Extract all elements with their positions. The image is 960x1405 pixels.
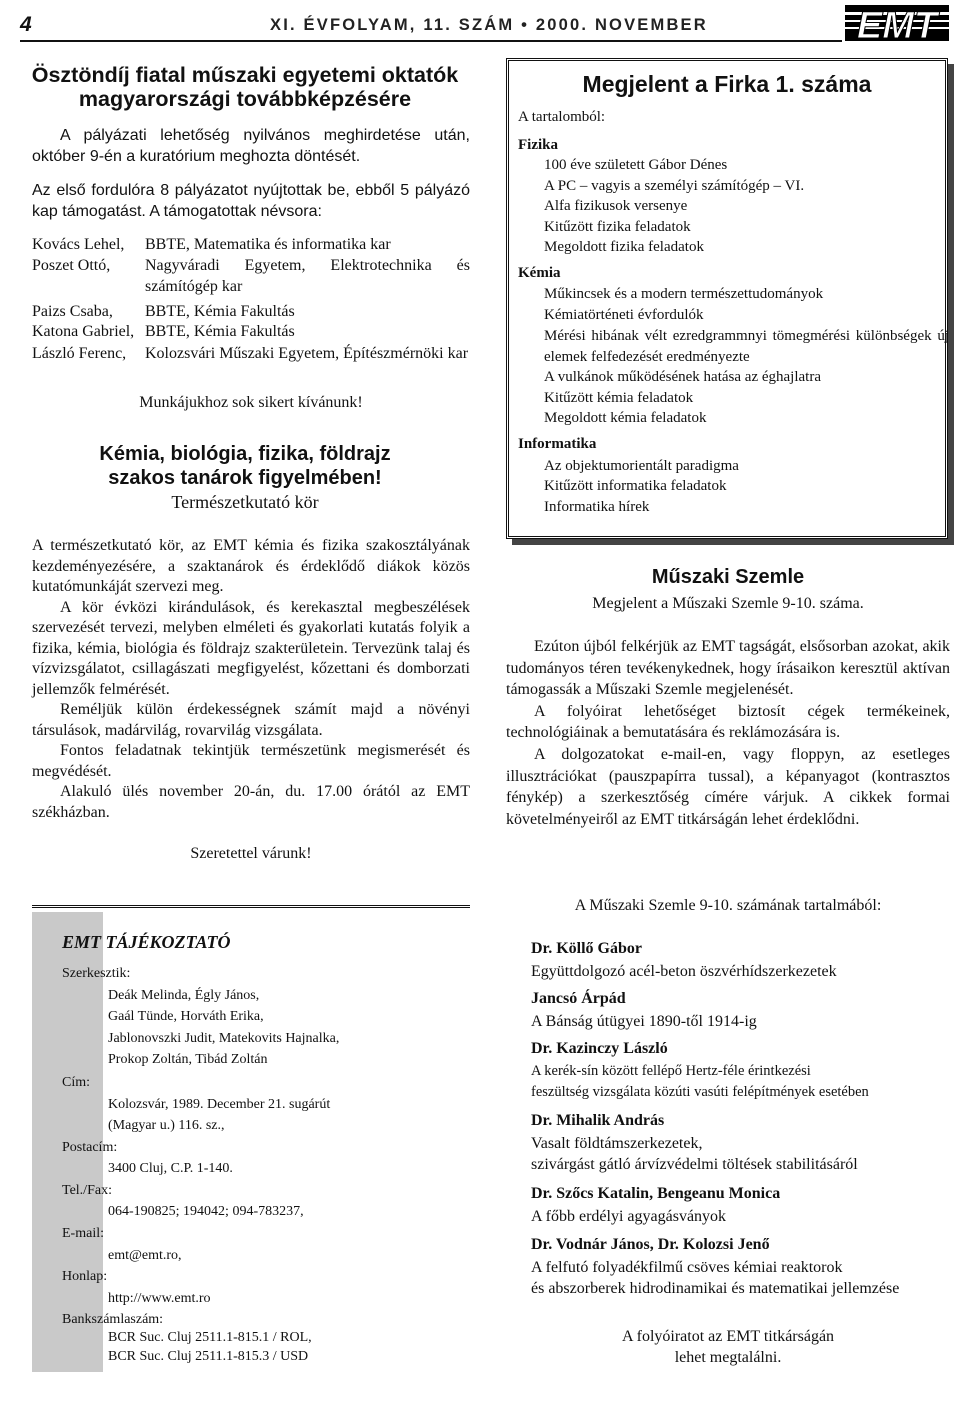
scholarship-paragraph: Az első fordulóra 8 pályázatot nyújtottak be, ebből 5 pályázó kap támogatást. A támogatottak névsora: <box>32 182 470 220</box>
scholarship-closing: Munkájukhoz sok sikert kívánunk! <box>139 394 363 411</box>
firka-intro: A tartalomból: <box>518 109 606 125</box>
firka-item: Megoldott kémia feladatok <box>544 410 707 426</box>
scholarship-title-line2: magyarországi továbbképzésére <box>78 87 412 111</box>
imprint-editor-line: Prokop Zoltán, Tibád Zoltán <box>108 1052 268 1067</box>
imprint-title: EMT TÁJÉKOZTATÓ <box>62 932 231 952</box>
toc-title: feszültség vizsgálata közúti vasúti felépítmények esetében <box>531 1084 869 1100</box>
firka-item <box>544 326 949 367</box>
imprint-postal: 3400 Cluj, C.P. 1-140. <box>108 1161 233 1176</box>
firka-item: Műkincsek és a modern természettudományok <box>544 286 824 302</box>
nature-circle-paragraph: Alakuló ülés november 20-án, du. 17.00 órától az EMT székházban. <box>32 783 470 821</box>
nature-circle-title <box>22 442 468 490</box>
nature-circle-title-line2: szakos tanárok figyelmében! <box>108 467 382 489</box>
toc-title: A Bánság útügyei 1890-től 1914-ig <box>531 1013 757 1030</box>
firka-item: A PC – vagyis a személyi számítógép – VI. <box>544 178 805 194</box>
muszaki-szemle-paragraph: Ezúton újból felkérjük az EMT tagságát, elsősorban azokat, akik tudományos téren tevékenykednek, hogy írásaikon keresztül aktívan támogassák a Műszaki Szemle megjelenését. <box>506 638 950 699</box>
imprint-email-label: E-mail: <box>62 1226 104 1241</box>
nature-circle-paragraph: Fontos feladatnak tekintjük természetünk megismerését és megvédését. <box>32 742 470 780</box>
toc-title: Vasalt földtámszerkezetek, <box>531 1135 703 1152</box>
recipient-institution: BBTE, Kémia Fakultás <box>145 323 295 340</box>
toc-title: A felfutó folyadékfilmű csöves kémiai reaktorok <box>531 1259 843 1276</box>
firka-title: Megjelent a Firka 1. száma <box>582 71 872 97</box>
recipient-name: Katona Gabriel, <box>32 323 135 340</box>
firka-item: Az objektumorientált paradigma <box>544 458 739 474</box>
firka-item: Informatika hírek <box>544 499 650 515</box>
toc-title: Együttdolgozó acél-beton öszvérhídszerkezetek <box>531 963 837 980</box>
imprint-postal-label: Postacím: <box>62 1140 118 1155</box>
muszaki-szemle-body <box>506 636 950 830</box>
firka-section-chemistry: Kémia <box>518 265 561 281</box>
imprint-bank-line: BCR Suc. Cluj 2511.1-815.3 / USD <box>108 1349 309 1364</box>
imprint-rule <box>32 905 470 908</box>
imprint-editors-label: Szerkesztik: <box>62 966 131 981</box>
imprint-editor-line: Jablonovszki Judit, Matekovits Hajnalka, <box>108 1031 340 1046</box>
imprint-phone-label: Tel./Fax: <box>62 1183 112 1198</box>
toc-authors: Dr. Szőcs Katalin, Bengeanu Monica <box>531 1185 781 1202</box>
imprint-editor-line: Gaál Tünde, Horváth Erika, <box>108 1009 264 1024</box>
recipient-name: Paizs Csaba, <box>32 303 113 320</box>
toc-authors: Dr. Vodnár János, Dr. Kolozsi Jenő <box>531 1236 770 1253</box>
firka-item: Kitűzött informatika feladatok <box>544 478 727 494</box>
scholarship-paragraph: A pályázati lehetőség nyilvános meghirdetése után, október 9-én a kuratórium meghozta döntését. <box>32 127 470 165</box>
recipient-institution: BBTE, Matematika és informatika kar <box>145 236 391 253</box>
nature-circle-paragraph: Reméljük külön érdekességnek számít majd a növényi társulások, madárvilág, rovarvilág vizsgálata. <box>32 701 470 739</box>
recipient-institution: Nagyváradi Egyetem, Elektrotechnika és számítógép kar <box>145 257 470 295</box>
firka-item: Kitűzött fizika feladatok <box>544 219 691 235</box>
imprint-address-label: Cím: <box>62 1075 91 1090</box>
toc-authors: Jancsó Árpád <box>531 990 626 1007</box>
imprint-address-line: (Magyar u.) 116. sz., <box>108 1118 225 1133</box>
firka-item: Alfa fizikusok versenye <box>544 198 688 214</box>
page-number: 4 <box>20 13 32 36</box>
recipient-name: László Ferenc, <box>32 345 127 362</box>
footer-line: A folyóiratot az EMT titkárságán <box>621 1328 835 1345</box>
firka-item: Kémiatörténeti évfordulók <box>544 307 704 323</box>
muszaki-szemle-title: Műszaki Szemle <box>651 566 805 588</box>
scholarship-title-line1: Ösztöndíj fiatal műszaki egyetemi oktatók <box>31 63 459 87</box>
imprint-editor-line: Deák Melinda, Égly János, <box>108 988 260 1003</box>
toc-authors: Dr. Köllő Gábor <box>531 940 642 957</box>
nature-circle-body <box>32 536 470 823</box>
nature-circle-paragraph: A természetkutató kör, az EMT kémia és fizika szakosztályának kezdeményezésére, a szaktanárok és érdeklődő diákok közös kutatómunkáját szervezi meg. <box>32 537 470 595</box>
firka-item: 100 éve született Gábor Dénes <box>544 157 728 173</box>
recipient-name: Kovács Lehel, <box>32 236 125 253</box>
toc-title: A kerék-sín között fellépő Hertz-féle érintkezési <box>531 1063 811 1079</box>
firka-item: Megoldott fizika feladatok <box>544 239 704 255</box>
header-rule <box>20 40 842 42</box>
firka-item: Kitűzött kémia feladatok <box>544 390 694 406</box>
toc-authors: Dr. Mihalik András <box>531 1112 665 1129</box>
toc-title: és abszorberek hidrodinamikai és matematikai jellemzése <box>531 1280 900 1297</box>
muszaki-szemle-footer <box>506 1326 950 1368</box>
imprint-bank-line: BCR Suc. Cluj 2511.1-815.1 / ROL, <box>108 1330 312 1345</box>
firka-section-physics: Fizika <box>518 137 558 153</box>
toc-title: szivárgást gátló árvízvédelmi töltések stabilitásáról <box>531 1156 858 1173</box>
imprint-web-link[interactable]: http://www.emt.ro <box>108 1291 211 1306</box>
nature-circle-signoff: Szeretettel várunk! <box>190 845 312 862</box>
recipient-institution: BBTE, Kémia Fakultás <box>145 303 295 320</box>
logo-text: EMT <box>856 5 938 43</box>
scholarship-title <box>22 63 468 111</box>
toc-title: A főbb erdélyi agyagásványok <box>531 1208 727 1225</box>
imprint-email[interactable]: emt@emt.ro, <box>108 1248 182 1263</box>
recipient-institution: Kolozsvári Műszaki Egyetem, Építészmérnöki kar <box>145 345 469 362</box>
emt-logo <box>843 3 951 43</box>
imprint-address-line: Kolozsvár, 1989. December 21. sugárút <box>108 1097 331 1112</box>
imprint-web-label: Honlap: <box>62 1269 108 1284</box>
nature-circle-paragraph: A kör évközi kirándulások, és kerekasztal megbeszélések szervezését tervezi, melyben elméleti és gyakorlati kutatás folyik a fizika, kémia, biológia és földrajz szakterületein. Tervezünk talaj és vízvizsgálatot, csillagászati megfigyelést, kőzettani és domborzati jellemzők felmérését. <box>32 598 470 698</box>
footer-line: lehet megtalálni. <box>674 1349 782 1366</box>
muszaki-szemle-toc-heading: A Műszaki Szemle 9-10. számának tartalmából: <box>574 897 882 914</box>
recipient-name: Poszet Ottó, <box>32 257 111 274</box>
imprint-bank-label: Bankszámlaszám: <box>62 1312 164 1327</box>
firka-item: A vulkánok működésének hatása az éghajlatra <box>544 369 821 385</box>
imprint-phone: 064-190825; 194042; 094-783237, <box>108 1204 304 1219</box>
nature-circle-title-line1: Kémia, biológia, fizika, földrajz <box>99 443 391 465</box>
nature-circle-subtitle: Természetkutató kör <box>171 492 319 512</box>
muszaki-szemle-subtitle: Megjelent a Műszaki Szemle 9-10. száma. <box>592 595 864 612</box>
firka-item-text: Mérési hibának vélt ezredgrammnyi tömegmérési különbségek új elemek felfedezését eredményezte <box>544 328 949 365</box>
issue-line: XI. ÉVFOLYAM, 11. SZÁM • 2000. NOVEMBER <box>270 16 708 34</box>
firka-section-informatics: Informatika <box>518 436 597 452</box>
toc-authors: Dr. Kazinczy László <box>531 1040 668 1057</box>
muszaki-szemle-paragraph: A dolgozatokat e-mail-en, vagy floppyn, az esetleges illusztrációkat (pauszpapírra tussal), a képanyagot (kontrasztos fénykép) a szerkesztőség címére várjuk. A cikkek formai követelményeiről az EMT titkárságán lehet érdeklődni. <box>506 745 950 828</box>
muszaki-szemle-paragraph: A folyóirat lehetőséget biztosít cégek termékeinek, technológiáinak a bemutatására és reklámozására is. <box>506 702 950 742</box>
